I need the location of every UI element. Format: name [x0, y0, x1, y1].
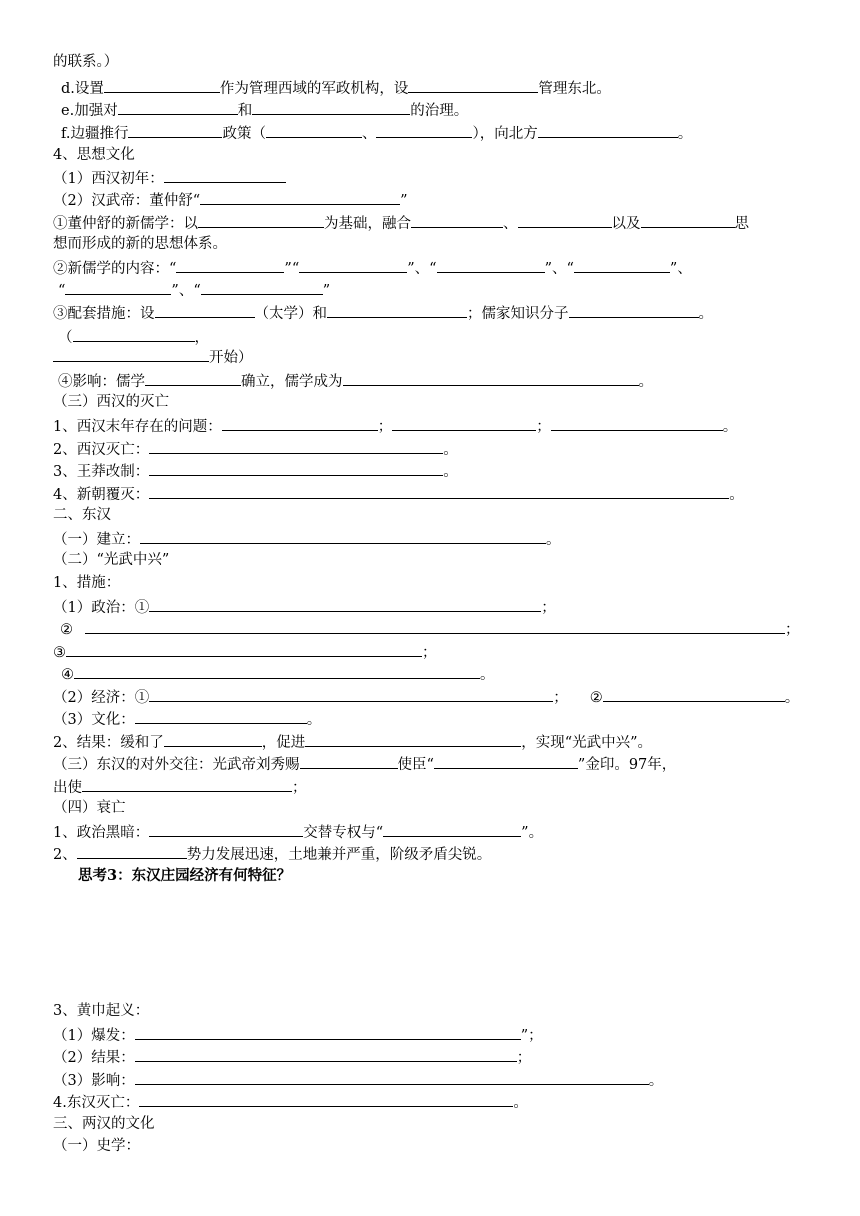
blank-line[interactable] — [305, 731, 521, 747]
text-line: 1、政治黑暗： 交替专权与“ ”。 — [53, 821, 543, 841]
blank-line[interactable] — [104, 77, 220, 93]
text-line: 出使 ； — [53, 776, 307, 796]
blank-line[interactable] — [518, 212, 612, 228]
blank-line[interactable] — [201, 279, 323, 295]
text-line: （2）汉武帝：董仲舒“ ” — [53, 189, 408, 209]
text-line: （1）西汉初年： — [53, 167, 286, 187]
text-line: 2、 势力发展迅速，土地兼并严重，阶级矛盾尖锐。 — [53, 843, 491, 863]
text-line: ②新儒学的内容：“ ”“ ”、“ ”、“ ”、 — [53, 257, 692, 277]
blank-line[interactable] — [164, 167, 286, 183]
text-line: 1、西汉末年存在的问题： ； ； 。 — [53, 415, 737, 435]
blank-line[interactable] — [149, 686, 553, 702]
blank-line[interactable] — [434, 753, 578, 769]
blank-line[interactable] — [574, 257, 670, 273]
blank-line[interactable] — [164, 731, 262, 747]
text-line: 想而形成的新的思想体系。 — [53, 236, 227, 252]
blank-line[interactable] — [538, 122, 678, 138]
text-line: （3）影响： 。 — [53, 1069, 663, 1089]
text-line: ④影响：儒学 确立，儒学成为 。 — [58, 370, 653, 390]
blank-line[interactable] — [135, 1069, 649, 1085]
blank-line[interactable] — [383, 821, 521, 837]
blank-line[interactable] — [155, 302, 255, 318]
blank-line[interactable] — [135, 1046, 517, 1062]
text-line: ④ 。 — [61, 663, 495, 683]
text-line: （2）结果： ； — [53, 1046, 531, 1066]
blank-line[interactable] — [53, 346, 209, 362]
text-line: d.设置 作为管理西域的军政机构，设 管理东北。 — [61, 77, 611, 97]
blank-line[interactable] — [343, 370, 639, 386]
text-line: 4.东汉灭亡： 。 — [53, 1091, 528, 1111]
section-heading: 三、两汉的文化 — [53, 1116, 155, 1132]
blank-line[interactable] — [266, 122, 362, 138]
blank-line[interactable] — [641, 212, 735, 228]
blank-line[interactable] — [252, 99, 410, 115]
blank-line[interactable] — [149, 483, 729, 499]
blank-line[interactable] — [222, 415, 378, 431]
text-line: 3、黄巾起义： — [53, 1003, 150, 1019]
text-line: 1、措施： — [53, 575, 121, 591]
text-line: （2）经济：① ； ② 。 — [53, 686, 799, 706]
text-line: ①董仲舒的新儒学：以 为基础，融合 、 以及 思 — [53, 212, 749, 232]
text-line: ② ； — [60, 618, 800, 638]
blank-line[interactable] — [408, 77, 538, 93]
blank-line[interactable] — [149, 460, 443, 476]
text-line: 4、新朝覆灭： 。 — [53, 483, 744, 503]
blank-line[interactable] — [149, 821, 303, 837]
text-line: ③配套措施：设 （太学）和 ；儒家知识分子 。 — [53, 302, 713, 322]
blank-line[interactable] — [118, 99, 238, 115]
blank-line[interactable] — [149, 438, 443, 454]
section-heading: （二）“光武中兴” — [53, 552, 170, 568]
section-heading: （三）西汉的灭亡 — [53, 394, 169, 410]
blank-line[interactable] — [603, 686, 785, 702]
blank-line[interactable] — [128, 122, 222, 138]
blank-line[interactable] — [140, 528, 546, 544]
text-line: （一）建立： 。 — [53, 528, 561, 548]
text-line: （1）爆发： ”； — [53, 1024, 543, 1044]
blank-line[interactable] — [85, 618, 785, 634]
blank-line[interactable] — [73, 326, 195, 342]
blank-line[interactable] — [376, 122, 472, 138]
text-line: “ ”、“ ” — [58, 279, 330, 299]
blank-line[interactable] — [299, 257, 407, 273]
blank-line[interactable] — [198, 212, 324, 228]
text-line: 的联系。） — [53, 54, 119, 70]
text-line: （1）政治：① ； — [53, 596, 556, 616]
blank-line[interactable] — [569, 302, 699, 318]
text-line: 2、结果：缓和了 ，促进 ，实现“光武中兴”。 — [53, 731, 652, 751]
text-line: 2、西汉灭亡： 。 — [53, 438, 458, 458]
blank-line[interactable] — [77, 843, 187, 859]
blank-line[interactable] — [411, 212, 503, 228]
blank-line[interactable] — [139, 1091, 513, 1107]
blank-line[interactable] — [82, 776, 292, 792]
blank-line[interactable] — [149, 596, 541, 612]
text-line: （ ， — [58, 326, 209, 346]
blank-line[interactable] — [176, 257, 284, 273]
text-line: e.加强对 和 的治理。 — [61, 99, 468, 119]
blank-line[interactable] — [327, 302, 467, 318]
text-line: 3、王莽改制： 。 — [53, 460, 458, 480]
section-heading: 4、思想文化 — [53, 147, 135, 163]
blank-line[interactable] — [66, 641, 422, 657]
section-heading: （四）衰亡 — [53, 800, 126, 816]
text-line: （三）东汉的对外交往：光武帝刘秀赐 使臣“ ”金印。97年， — [53, 753, 676, 773]
blank-line[interactable] — [300, 753, 398, 769]
text-line: ③ ； — [53, 641, 437, 661]
section-heading: （一）史学： — [53, 1138, 140, 1154]
blank-line[interactable] — [74, 663, 480, 679]
blank-line[interactable] — [392, 415, 536, 431]
text-line: f.边疆推行 政策（ 、 ），向北方 。 — [61, 122, 692, 142]
text-line: 开始） — [53, 346, 253, 366]
blank-line[interactable] — [135, 708, 307, 724]
blank-line[interactable] — [145, 370, 241, 386]
text-line: （3）文化： 。 — [53, 708, 321, 728]
section-heading: 二、东汉 — [53, 507, 111, 523]
blank-line[interactable] — [437, 257, 545, 273]
blank-line[interactable] — [551, 415, 723, 431]
question-heading: 思考3：东汉庄园经济有何特征？ — [78, 867, 292, 884]
blank-line[interactable] — [65, 279, 171, 295]
blank-line[interactable] — [200, 189, 400, 205]
blank-line[interactable] — [135, 1024, 521, 1040]
